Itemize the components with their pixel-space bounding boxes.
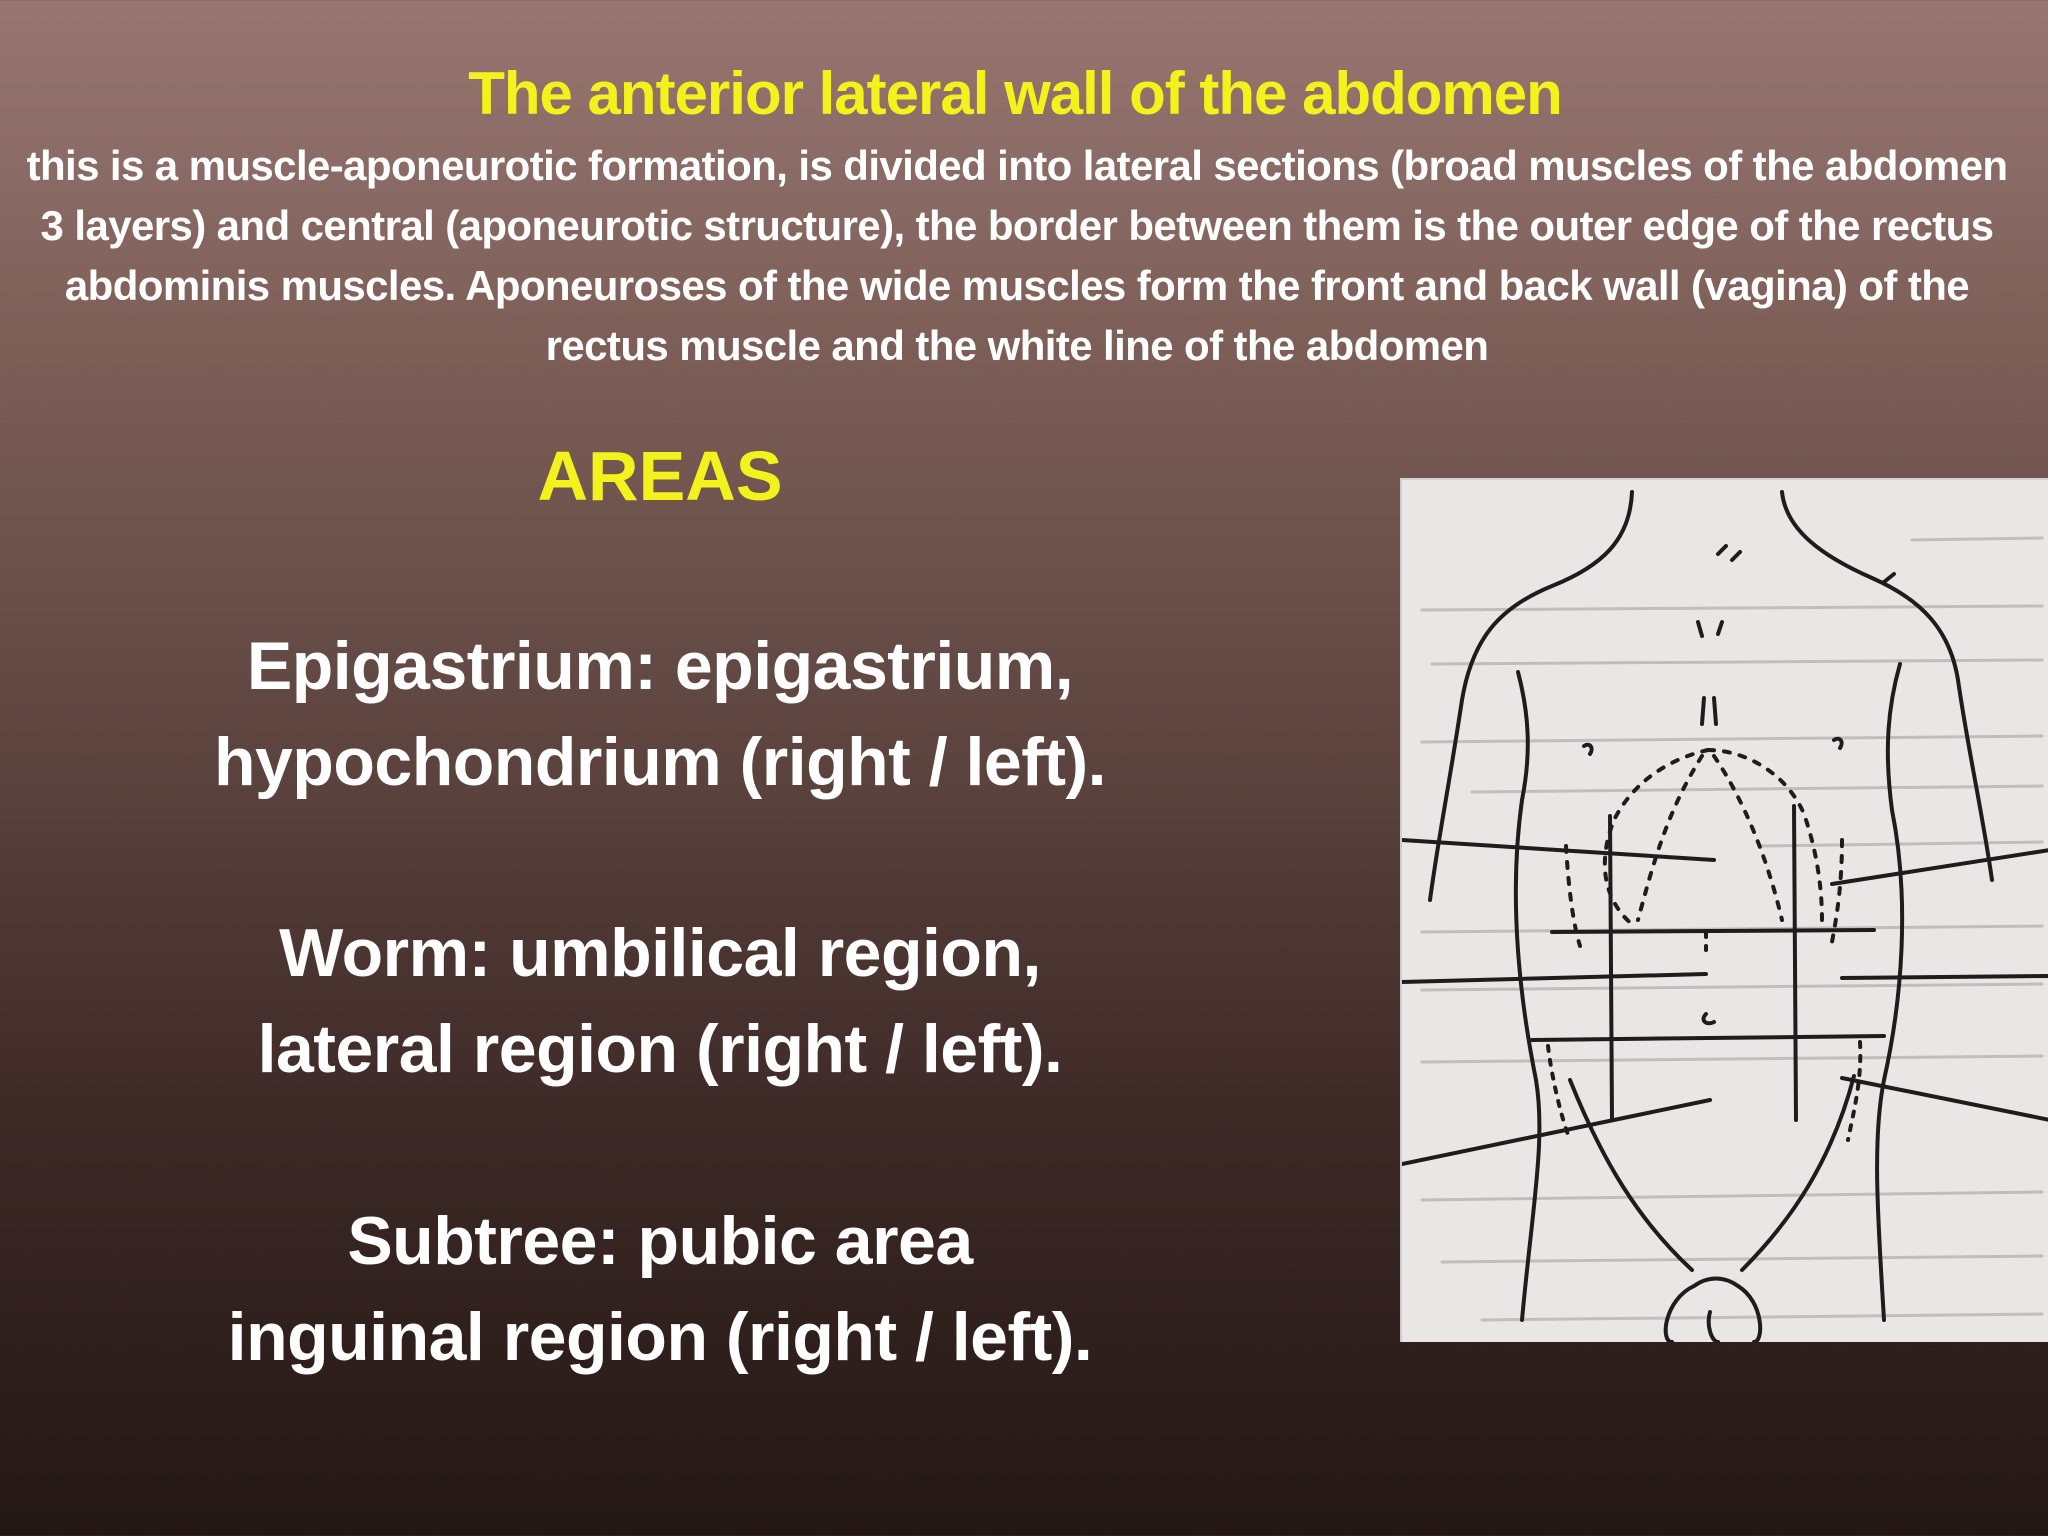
torso-diagram-icon xyxy=(1402,480,2048,1342)
area-hypogastrium-line1: Subtree: pubic area xyxy=(347,1203,973,1279)
area-hypogastrium-line2: inguinal region (right / left). xyxy=(227,1299,1093,1375)
area-mesogastrium-line2: lateral region (right / left). xyxy=(257,1011,1063,1087)
area-mesogastrium xyxy=(90,905,1230,1097)
abdominal-regions-figure xyxy=(1400,478,2048,1342)
area-epigastrium xyxy=(90,618,1230,810)
area-mesogastrium-line1: Worm: umbilical region, xyxy=(279,915,1041,991)
areas-heading: AREAS xyxy=(537,437,783,515)
area-epigastrium-line1: Epigastrium: epigastrium, xyxy=(246,628,1074,704)
area-hypogastrium xyxy=(90,1193,1230,1385)
area-epigastrium-line2: hypochondrium (right / left). xyxy=(213,724,1107,800)
slide-description: this is a muscle-aponeurotic formation, is divided into lateral sections (broad muscles of the abdomen 3 layers) and central (aponeurotic structure), the border between them is the outer edge of the rectus abdominis muscles. Aponeuroses of the wide muscles form the front and back wall (vagina) of the rectus muscle and the white line of the abdomen xyxy=(26,142,2008,369)
slide-title: The anterior lateral wall of the abdomen xyxy=(468,60,1562,127)
